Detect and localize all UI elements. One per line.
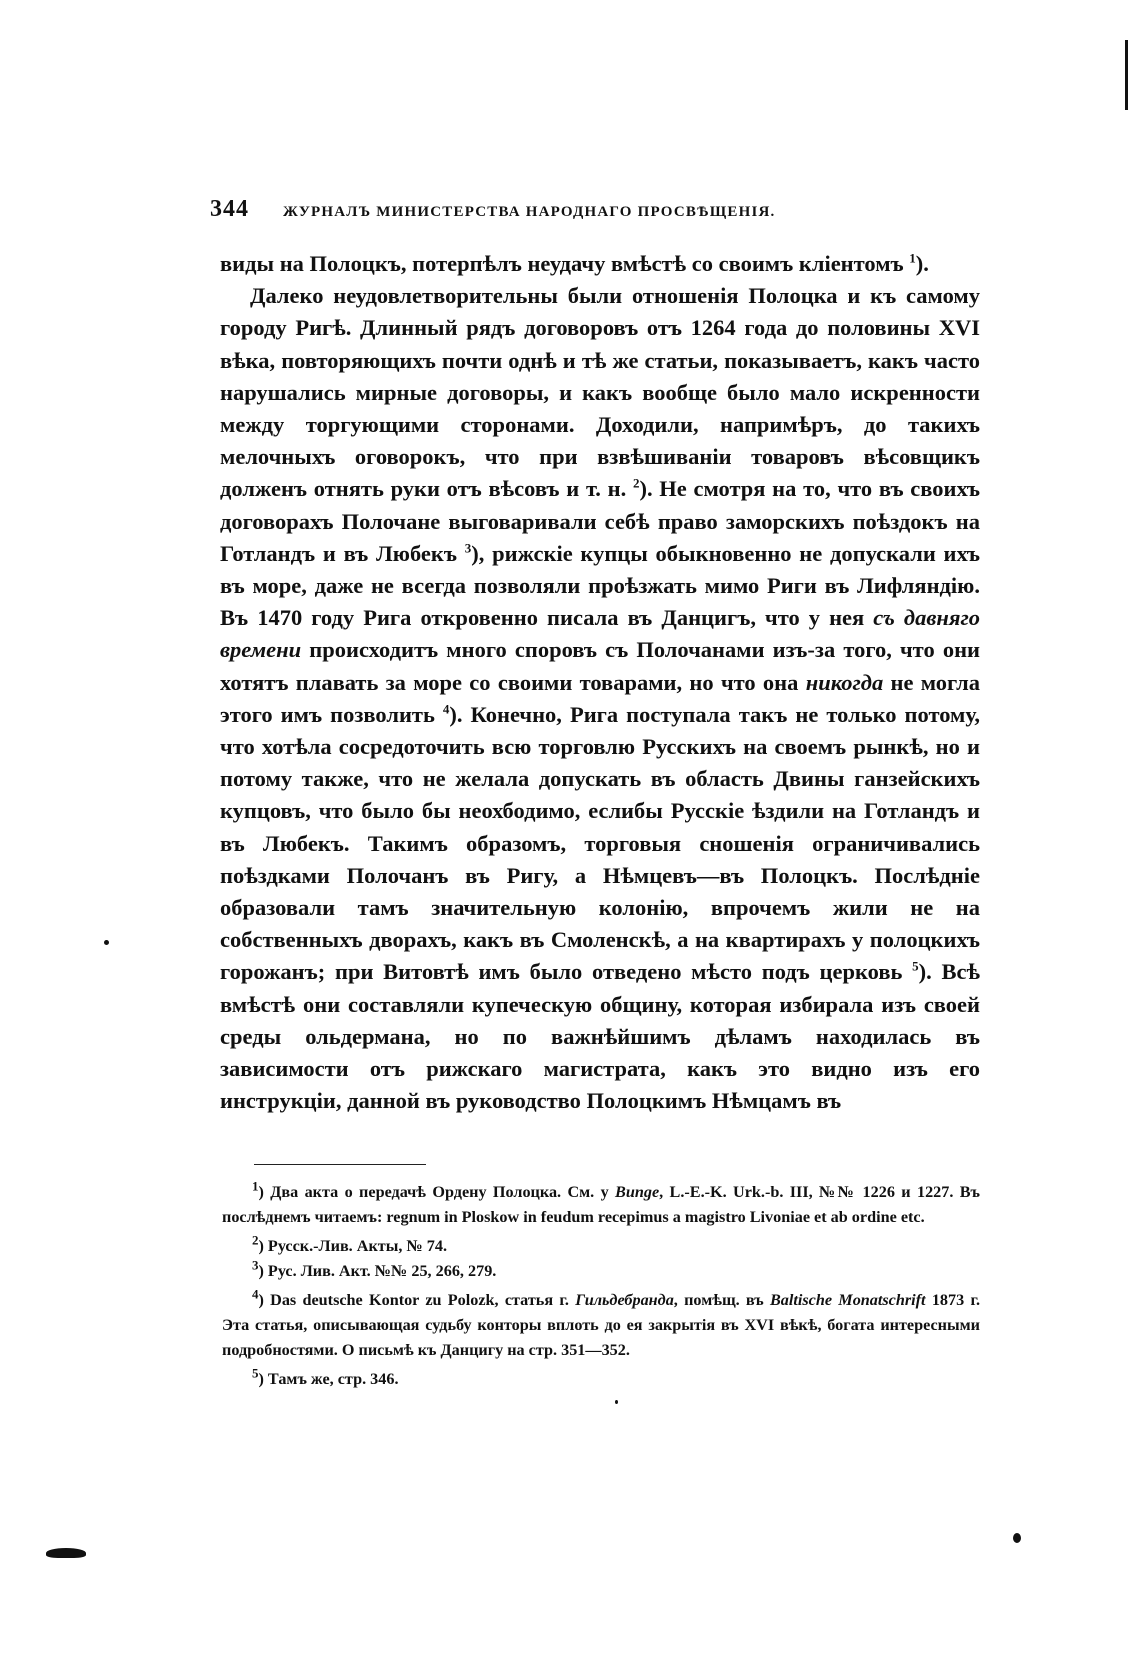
footnote-5 <box>222 1367 980 1392</box>
paragraph-2 <box>220 280 980 1117</box>
paragraph-2-text-a: Далеко неудовлетворительны были отношенія Полоцка и къ самому городу Ригѣ. Длинный рядъ договоровъ отъ 1264 года до половины XVI вѣка, повторяющихъ почти однѣ и тѣ же статьи, показываетъ, какъ часто нарушались мирные договоры, и какъ вообще было мало искренности между торгующими сторонами. Доходили, напримѣръ, до такихъ мелочныхъ оговорокъ, что при взвѣшиваніи товаровъ вѣсовщикъ долженъ отнять руки отъ вѣсовъ и т. н. <box>220 283 980 502</box>
paragraph-continuation <box>220 248 980 280</box>
footnote-1-mark: 1 <box>252 1178 259 1194</box>
footnote-2-text: ) Русск.-Лив. Акты, № 74. <box>258 1237 448 1255</box>
footnote-1-text-a: ) Два акта о передачѣ Ордену Полоцка. См. у <box>258 1183 609 1201</box>
running-head: ЖУРНАЛЪ МИНИСТЕРСТВА НАРОДНАГО ПРОСВѢЩЕНІЯ. <box>283 204 776 220</box>
footnote-2-mark: 2 <box>252 1232 259 1248</box>
footnote-5-text: ) Тамъ же, стр. 346. <box>258 1370 399 1388</box>
ink-smudge <box>46 1548 86 1558</box>
paragraph-2-text-d: происходитъ много споровъ съ Полочанами изъ-за того, что они хотятъ плавать за море со своими товарами, но что она <box>220 637 980 695</box>
main-text <box>220 248 980 1117</box>
footnote-1 <box>222 1180 980 1230</box>
footnote-3-text: ) Рус. Лив. Акт. №№ 25, 266, 279. <box>258 1262 497 1280</box>
footnote-2 <box>222 1234 980 1259</box>
footnote-3-mark: 3 <box>252 1257 259 1273</box>
footnote-ref-2: 2 <box>632 475 640 491</box>
footnote-ref-3: 3 <box>464 540 472 556</box>
footnote-4-text-a: ) Das deutsche Kontor zu Polozk, статья г. <box>258 1291 569 1309</box>
footnote-1-text-b: , L.-E.-K. Urk.-b. III, №№ 1226 и 1227. Въ послѣднемъ читаемъ: regnum in Ploskow in feudum recepimus a magistro Livoniae et ab ordine etc. <box>222 1183 980 1226</box>
footnote-1-italic: Bunge <box>615 1183 660 1201</box>
ink-speck <box>104 940 109 945</box>
footnote-ref-1: 1 <box>909 250 916 266</box>
page-header <box>210 196 990 223</box>
footnotes <box>222 1180 980 1392</box>
ink-speck <box>615 1400 618 1404</box>
footnote-4-text-c: 1873 г. Эта статья, описывающая судьбу конторы вплоть до ея закрытія въ XVI вѣкѣ, богата интересными подробностями. О письмѣ къ Данцигу на стр. 351—352. <box>222 1291 981 1359</box>
scan-edge-line <box>1125 40 1128 110</box>
footnote-5-mark: 5 <box>252 1365 259 1381</box>
footnote-4-italic-2: Baltische Monatschrift <box>769 1291 926 1309</box>
italic-phrase-1: съ давняго времени <box>220 605 981 663</box>
footnote-divider <box>254 1164 426 1165</box>
paragraph-2-text-c: ), рижскіе купцы обыкновенно не допускали ихъ въ море, даже не всегда позволяли проѣзжать мимо Риги въ Лифляндію. Въ 1470 году Рига откровенно писала въ Данцигъ, что у нея <box>220 540 980 631</box>
footnote-ref-4: 4 <box>442 701 450 717</box>
paragraph-2-text-b: ). Не смотря на то, что въ своихъ договорахъ Полочане выговаривали себѣ право заморскихъ поѣздокъ на Готландъ и въ Любекъ <box>220 476 980 566</box>
paragraph-2-text-g: ). Всѣ вмѣстѣ они составляли купеческую общину, которая избирала изъ своей среды ольдермана, но по важнѣйшимъ дѣламъ находилась въ зависимости отъ рижскаго магистрата, какъ это видно изъ его инструкціи, данной въ руководство Полоцкимъ Нѣмцамъ въ <box>220 959 980 1114</box>
paragraph-1-text: виды на Полоцкъ, потерпѣлъ неудачу вмѣстѣ со своимъ кліентомъ <box>220 251 904 276</box>
footnote-ref-5: 5 <box>912 958 919 974</box>
footnote-4-text-b: , помѣщ. въ <box>673 1291 764 1309</box>
paragraph-2-text-f: ). Конечно, Рига поступала такъ не только потому, что хотѣла сосредоточить всю торговлю Русскихъ на своемъ рынкѣ, но и потому также, что не желала допускать въ область Двины ганзейскихъ купцовъ, что было бы неохбодимо, еслибы Русскіе ѣздили на Готландъ и въ Любекъ. Такимъ образомъ, торговыя сношенія ограничивались поѣздками Полочанъ въ Ригу, а Нѣмцевъ—въ Полоцкъ. Послѣдніе образовали тамъ значительную колонію, впрочемъ жили не на собственныхъ дворахъ, какъ въ Смоленскѣ, а на квартирахъ у полоцкихъ горожанъ; при Витовтѣ имъ было отведено мѣсто подъ церковь <box>220 701 980 985</box>
footnote-4 <box>222 1288 980 1363</box>
footnote-4-mark: 4 <box>252 1286 259 1302</box>
footnote-4-italic-1: Гильдебранда <box>575 1291 674 1309</box>
page-number: 344 <box>210 196 249 222</box>
paragraph-2-text-e: не могла этого имъ позволить <box>220 669 981 727</box>
footnote-3 <box>222 1259 980 1284</box>
paragraph-1-end: ). <box>915 251 929 276</box>
ink-speck <box>1013 1533 1021 1543</box>
italic-phrase-2: никогда <box>805 669 884 695</box>
